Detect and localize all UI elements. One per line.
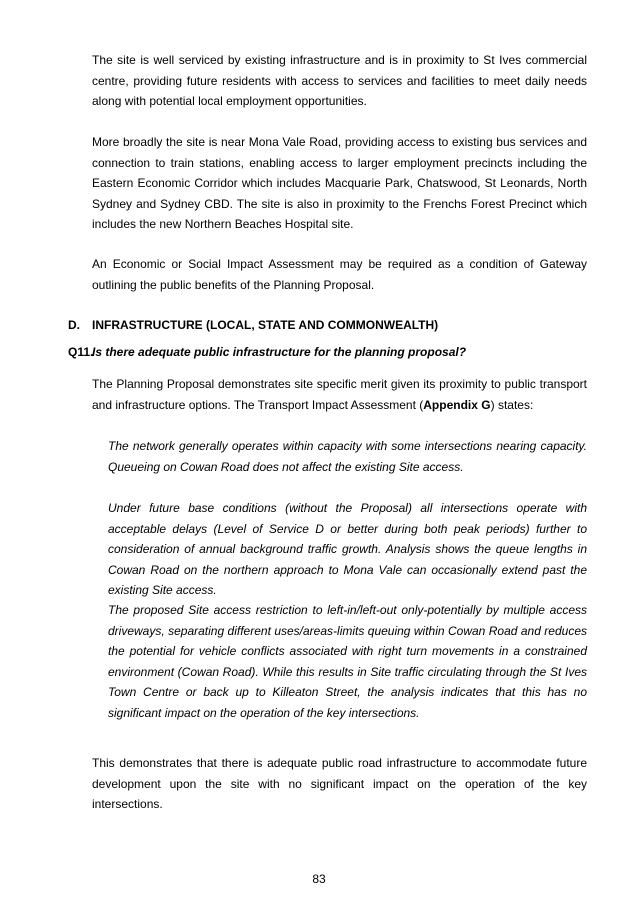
page-number: 83 (312, 872, 326, 886)
paragraph-transport-intro (92, 374, 587, 415)
paragraph-infrastructure-servicing: The site is well serviced by existing infrastructure and is in proximity to St Ives commercial centre, providing future residents with access to services and facilities to meet daily needs along with potential local employment opportunities. (92, 53, 587, 108)
quote-future-base-conditions: Under future base conditions (without the Proposal) all intersections operate with acceptable delays (Level of Service D or better during both peak periods) further to consideration of annual background traffic growth. Analysis shows the queue lengths in Cowan Road on the northern approach to Mona Vale can occasionally extend past the existing Site access. (108, 501, 587, 597)
section-d-number: D. (68, 318, 80, 332)
quote-network-capacity: The network generally operates within capacity with some intersections nearing capacity. Queueing on Cowan Road does not affect the existing Site access. (108, 439, 587, 474)
question-11-text: Is there adequate public infrastructure for the planning proposal? (92, 345, 467, 359)
question-11-number: Q11. (68, 345, 94, 359)
section-d-title: INFRASTRUCTURE (LOCAL, STATE AND COMMONWEALTH) (92, 318, 439, 332)
appendix-g-reference: Appendix G (423, 397, 491, 412)
question-11-heading (0, 342, 638, 362)
intro-text-before: The Planning Proposal demonstrates site specific merit given its proximity to public transport and infrastructure options. The Transport Impact Assessment ( (92, 377, 587, 412)
paragraph-mona-vale-road-access: More broadly the site is near Mona Vale Road, providing access to existing bus services and connection to train stations, enabling access to larger employment precincts including the Eastern Economic Corridor which includes Macquarie Park, Chatswood, St Leonards, North Sydney and Sydney CBD. The site is also in proximity to the Frenchs Forest Precinct which includes the new Northern Beaches Hospital site. (92, 135, 587, 231)
intro-text-after: ) states: (490, 397, 534, 412)
paragraph-impact-assessment: An Economic or Social Impact Assessment may be required as a condition of Gateway outlining the public benefits of the Planning Proposal. (92, 257, 587, 292)
section-d-heading (0, 315, 638, 335)
quote-site-access-restriction: The proposed Site access restriction to left-in/left-out only‐potentially by multiple access driveways, separating different uses/areas‐limits queuing within Cowan Road and reduces the potential for vehicle conflicts associated with right turn movements in a constrained environment (Cowan Road). While this results in Site traffic circulating through the St Ives Town Centre or back up to Killeaton Street, the analysis indicates that this has no significant impact on the operation of the key intersections. (108, 603, 587, 720)
paragraph-conclusion: This demonstrates that there is adequate public road infrastructure to accommodate future development upon the site with no significant impact on the operation of the key intersections. (92, 756, 587, 811)
